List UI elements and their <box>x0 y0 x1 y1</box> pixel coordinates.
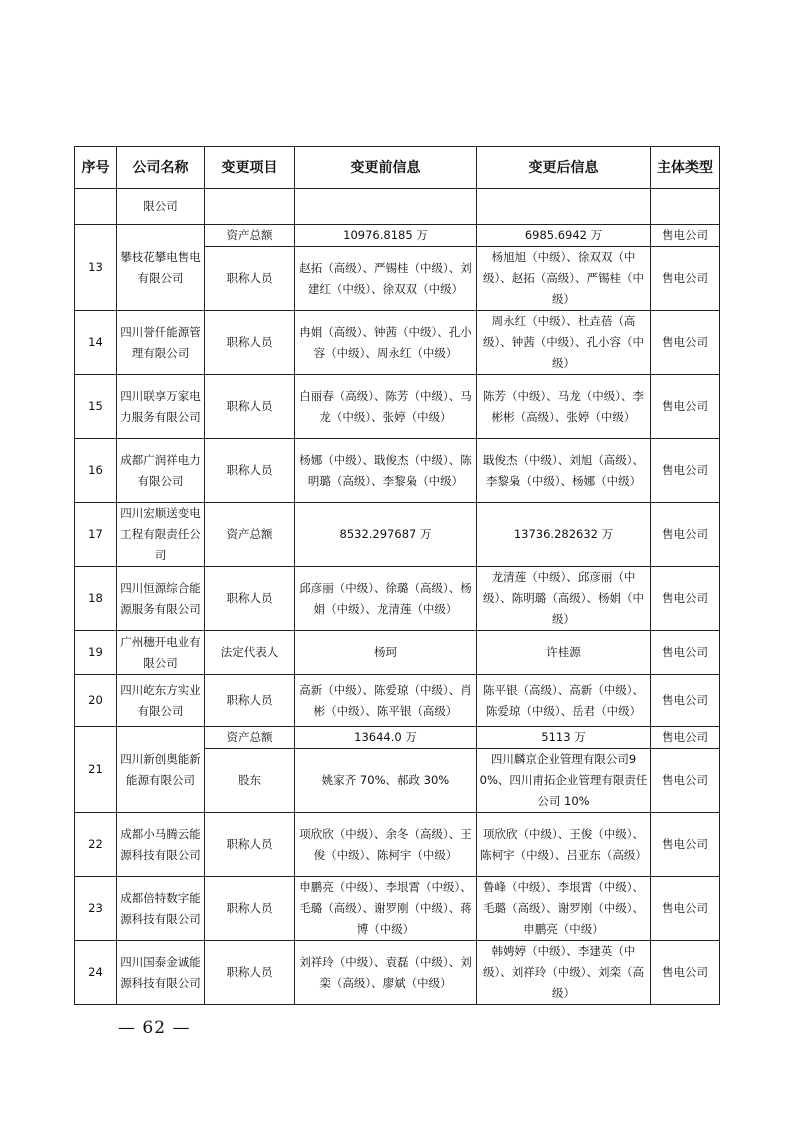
cell-before: 刘祥玲（中级）、袁磊（中级）、刘栾（高级）、廖斌（中级） <box>295 941 477 1005</box>
cell-item: 职称人员 <box>205 439 295 503</box>
cell-before: 杨珂 <box>295 631 477 675</box>
cell-company: 四川宏顺送变电工程有限责任公司 <box>117 503 205 567</box>
cell-item: 职称人员 <box>205 675 295 727</box>
cell-no: 16 <box>75 439 117 503</box>
cell-company: 四川国泰金诚能源科技有限公司 <box>117 941 205 1005</box>
table-row <box>75 727 720 749</box>
cell-type: 售电公司 <box>651 567 720 631</box>
cell-item: 职称人员 <box>205 247 295 311</box>
cell-type: 售电公司 <box>651 727 720 749</box>
table-row <box>75 675 720 727</box>
cell-item: 职称人员 <box>205 877 295 941</box>
cell-before: 冉娟（高级）、钟茜（中级）、孔小容（中级）、周永红（中级） <box>295 311 477 375</box>
cell-after: 陈芳（中级）、马龙（中级）、李彬彬（高级）、张婷（中级） <box>477 375 651 439</box>
table-row-continuation <box>75 189 720 225</box>
cell-before: 高新（中级）、陈爱琼（中级）、肖彬（中级）、陈平银（高级） <box>295 675 477 727</box>
cell-item <box>205 189 295 225</box>
cell-item: 职称人员 <box>205 375 295 439</box>
cell-before: 项欣欣（中级）、余冬（高级）、王俊（中级）、陈柯宇（中级） <box>295 813 477 877</box>
cell-type: 售电公司 <box>651 749 720 813</box>
table-row <box>75 941 720 1005</box>
cell-company: 限公司 <box>117 189 205 225</box>
table-row <box>75 311 720 375</box>
cell-type: 售电公司 <box>651 311 720 375</box>
table-row <box>75 375 720 439</box>
cell-type: 售电公司 <box>651 941 720 1005</box>
header-before: 变更前信息 <box>295 147 477 189</box>
cell-before: 白丽春（高级）、陈芳（中级）、马龙（中级）、张婷（中级） <box>295 375 477 439</box>
cell-after: 杨旭旭（中级）、徐双双（中级）、赵拓（高级）、严锡桂（中级） <box>477 247 651 311</box>
cell-type: 售电公司 <box>651 375 720 439</box>
cell-after: 四川麟京企业管理有限公司90%、四川甫拓企业管理有限责任公司 10% <box>477 749 651 813</box>
cell-company: 四川新创奥能新能源有限公司 <box>117 727 205 813</box>
cell-before: 邱彦丽（中级）、徐璐（高级）、杨娟（中级）、龙清莲（中级） <box>295 567 477 631</box>
cell-no: 13 <box>75 225 117 311</box>
cell-item: 股东 <box>205 749 295 813</box>
cell-after: 项欣欣（中级）、王俊（中级）、陈柯宇（中级）、吕亚东（高级） <box>477 813 651 877</box>
cell-item: 法定代表人 <box>205 631 295 675</box>
table-row <box>75 225 720 247</box>
cell-before: 杨娜（中级）、戢俊杰（中级）、陈明璐（高级）、李黎枭（中级） <box>295 439 477 503</box>
cell-before: 8532.297687 万 <box>295 503 477 567</box>
cell-before: 姚家齐 70%、郝政 30% <box>295 749 477 813</box>
cell-no: 20 <box>75 675 117 727</box>
cell-type <box>651 189 720 225</box>
cell-before <box>295 189 477 225</box>
cell-after: 周永红（中级）、杜垚蓓（高级）、钟茜（中级）、孔小容（中级） <box>477 311 651 375</box>
cell-after: 许桂源 <box>477 631 651 675</box>
cell-no <box>75 189 117 225</box>
header-type: 主体类型 <box>651 147 720 189</box>
cell-no: 23 <box>75 877 117 941</box>
header-no: 序号 <box>75 147 117 189</box>
cell-type: 售电公司 <box>651 503 720 567</box>
cell-item: 职称人员 <box>205 311 295 375</box>
cell-item: 职称人员 <box>205 813 295 877</box>
table-row <box>75 813 720 877</box>
cell-item: 资产总额 <box>205 225 295 247</box>
cell-type: 售电公司 <box>651 225 720 247</box>
cell-company: 成都倍特数字能源科技有限公司 <box>117 877 205 941</box>
cell-before: 申鹏亮（中级）、李垠霄（中级）、毛璐（高级）、谢罗刚（中级）、蒋博（中级） <box>295 877 477 941</box>
header-company: 公司名称 <box>117 147 205 189</box>
cell-no: 18 <box>75 567 117 631</box>
cell-company: 四川誉仟能源管理有限公司 <box>117 311 205 375</box>
table-row <box>75 567 720 631</box>
cell-before: 10976.8185 万 <box>295 225 477 247</box>
cell-company: 四川联享万家电力服务有限公司 <box>117 375 205 439</box>
header-row <box>75 147 720 189</box>
cell-type: 售电公司 <box>651 877 720 941</box>
cell-before: 13644.0 万 <box>295 727 477 749</box>
cell-company: 成都广润祥电力有限公司 <box>117 439 205 503</box>
table-row <box>75 503 720 567</box>
cell-company: 四川屹东方实业有限公司 <box>117 675 205 727</box>
cell-type: 售电公司 <box>651 813 720 877</box>
cell-item: 职称人员 <box>205 941 295 1005</box>
cell-company: 攀枝花攀电售电有限公司 <box>117 225 205 311</box>
cell-after: 陈平银（高级）、高新（中级）、陈爱琼（中级）、岳君（中级） <box>477 675 651 727</box>
table-row <box>75 877 720 941</box>
cell-after: 13736.282632 万 <box>477 503 651 567</box>
cell-type: 售电公司 <box>651 439 720 503</box>
cell-type: 售电公司 <box>651 631 720 675</box>
header-after: 变更后信息 <box>477 147 651 189</box>
page-number: — 62 — <box>118 1018 191 1038</box>
cell-after: 戢俊杰（中级）、刘旭（高级）、李黎枭（中级）、杨娜（中级） <box>477 439 651 503</box>
cell-after: 韩娉婷（中级）、李建英（中级）、刘祥玲（中级）、刘栾（高级） <box>477 941 651 1005</box>
cell-item: 职称人员 <box>205 567 295 631</box>
cell-after: 5113 万 <box>477 727 651 749</box>
cell-no: 21 <box>75 727 117 813</box>
cell-company: 广州穗开电业有限公司 <box>117 631 205 675</box>
change-table <box>74 146 720 1005</box>
cell-no: 14 <box>75 311 117 375</box>
cell-after <box>477 189 651 225</box>
cell-before: 赵拓（高级）、严锡桂（中级）、刘建红（中级）、徐双双（中级） <box>295 247 477 311</box>
cell-no: 17 <box>75 503 117 567</box>
cell-after: 龙清莲（中级）、邱彦丽（中级）、陈明璐（高级）、杨娟（中级） <box>477 567 651 631</box>
table-row <box>75 439 720 503</box>
table-row <box>75 631 720 675</box>
cell-company: 成都小马腾云能源科技有限公司 <box>117 813 205 877</box>
cell-no: 15 <box>75 375 117 439</box>
cell-type: 售电公司 <box>651 675 720 727</box>
cell-company: 四川恒源综合能源服务有限公司 <box>117 567 205 631</box>
cell-no: 19 <box>75 631 117 675</box>
cell-item: 资产总额 <box>205 503 295 567</box>
cell-no: 24 <box>75 941 117 1005</box>
cell-no: 22 <box>75 813 117 877</box>
cell-after: 6985.6942 万 <box>477 225 651 247</box>
cell-after: 鲁峰（中级）、李垠霄（中级）、毛璐（高级）、谢罗刚（中级）、申鹏亮（中级） <box>477 877 651 941</box>
cell-item: 资产总额 <box>205 727 295 749</box>
cell-type: 售电公司 <box>651 247 720 311</box>
header-item: 变更项目 <box>205 147 295 189</box>
